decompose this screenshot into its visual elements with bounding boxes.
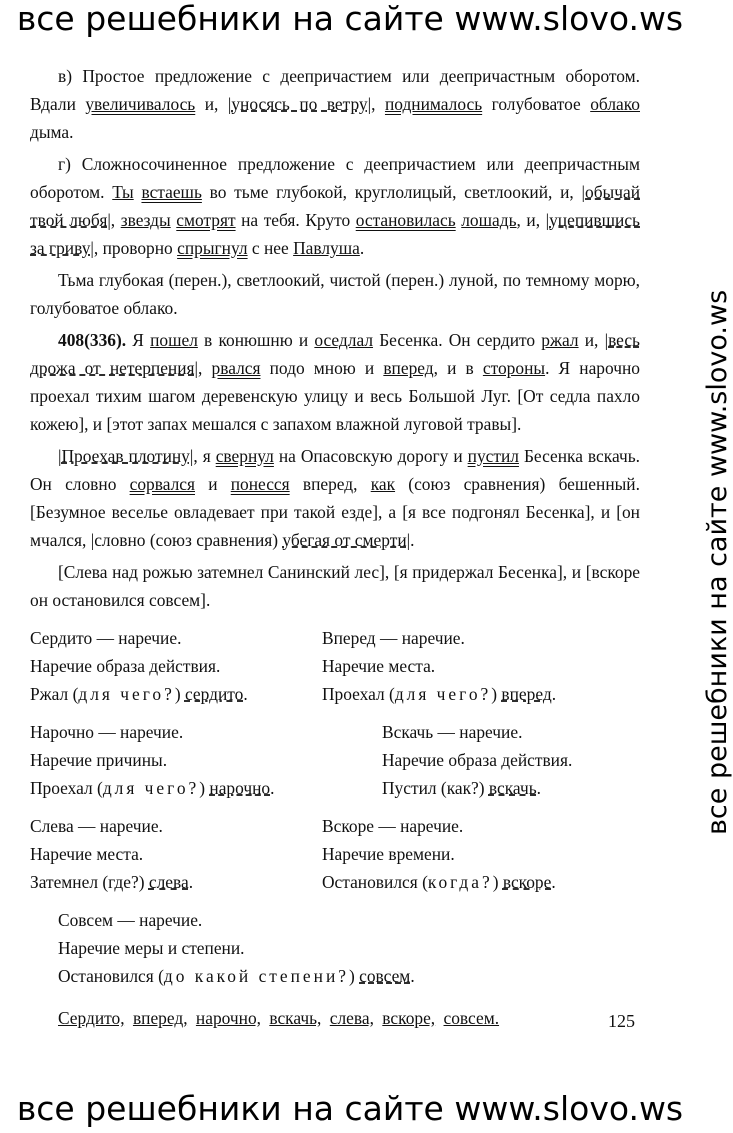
analysis-left-2: Нарочно — наречие. Наречие причины. Проехал (для чего?) нарочно. xyxy=(30,722,275,798)
page-number: 125 xyxy=(608,1011,635,1031)
list-item: совсем. xyxy=(443,1008,500,1028)
list-item: вскоре, xyxy=(382,1008,436,1028)
list-item: Сердито, xyxy=(58,1008,125,1028)
paragraph-road: |Проехав плотину|, я свернул на Опасовскую дорогу и пустил Бесенка вскачь. Он словно сорвался и понесся вперед, как (союз сравнения) бешенный. [Безумное веселье овладевает при такой езде], а [я все подгонял Бесенка], и [он мчался, |словно (союз сравнения) убегая от смерти|. xyxy=(30,446,640,550)
list-item: слева, xyxy=(329,1008,374,1028)
analysis-left-3: Слева — наречие. Наречие места. Затемнел (где?) слева. xyxy=(30,816,194,892)
textbook-page xyxy=(30,62,640,1032)
list-item: вскачь, xyxy=(269,1008,322,1028)
analysis-block-2 xyxy=(30,718,640,802)
top-banner: все решебники на сайте www.slovo.ws xyxy=(16,0,684,38)
paragraph-left: [Слева над рожью затемнел Санинский лес], [я придержал Бесенка], и [вскоре он остановился совсем]. xyxy=(30,562,640,610)
analysis-left-1: Сердито — наречие. Наречие образа действия. Ржал (для чего?) сердито. xyxy=(30,628,248,704)
exercise-408: 408(336). Я пошел в конюшню и оседлал Бесенка. Он сердито ржал и, |весь дрожа от нетерпения|, рвался подо мною и вперед, и в стороны. Я нарочно проехал тихим шагом деревенскую улицу и весь Большой Луг. [От седла пахло кожею], и [этот запах мешался с запахом влажной луговой травы]. xyxy=(30,330,640,434)
list-item: нарочно, xyxy=(195,1008,261,1028)
analysis-right-2: Вскачь — наречие. Наречие образа действия. Пустил (как?) вскачь. xyxy=(382,722,573,798)
side-banner: все решебники на сайте www.slovo.ws xyxy=(702,289,733,835)
paragraph-g: г) Сложносочиненное предложение с деепричастием или деепричастным оборотом. Ты встаешь во тьме глубокой, круглолицый, светлоокий, и, |обычай твой любя|, звезды смотрят на тебя. Круто остановилась лошадь, и, |уцепившись за гриву|, проворно спрыгнул с нее Павлуша. xyxy=(30,154,640,258)
paragraph-dark: Тьма глубокая (перен.), светлоокий, чистой (перен.) луной, по темному морю, голубоватое облако. xyxy=(30,270,640,318)
paragraph-v: в) Простое предложение с деепричастием или деепричастным оборотом. Вдали увеличивалось и, |уносясь по ветру|, поднималось голубоватое облако дыма. xyxy=(30,66,640,142)
analysis-block-1 xyxy=(30,624,640,708)
analysis-right-1: Вперед — наречие. Наречие места. Проехал (для чего?) вперед. xyxy=(322,628,557,704)
bottom-banner: все решебники на сайте www.slovo.ws xyxy=(16,1089,684,1128)
analysis-sovsem: Совсем — наречие. Наречие меры и степени. Остановился (до какой степени?) совсем. xyxy=(58,910,415,986)
adverb-word-list xyxy=(30,1004,640,1032)
list-item: вперед, xyxy=(132,1008,188,1028)
analysis-block-3 xyxy=(30,812,640,896)
analysis-right-3: Вскоре — наречие. Наречие времени. Остановился (когда?) вскоре. xyxy=(322,816,556,892)
